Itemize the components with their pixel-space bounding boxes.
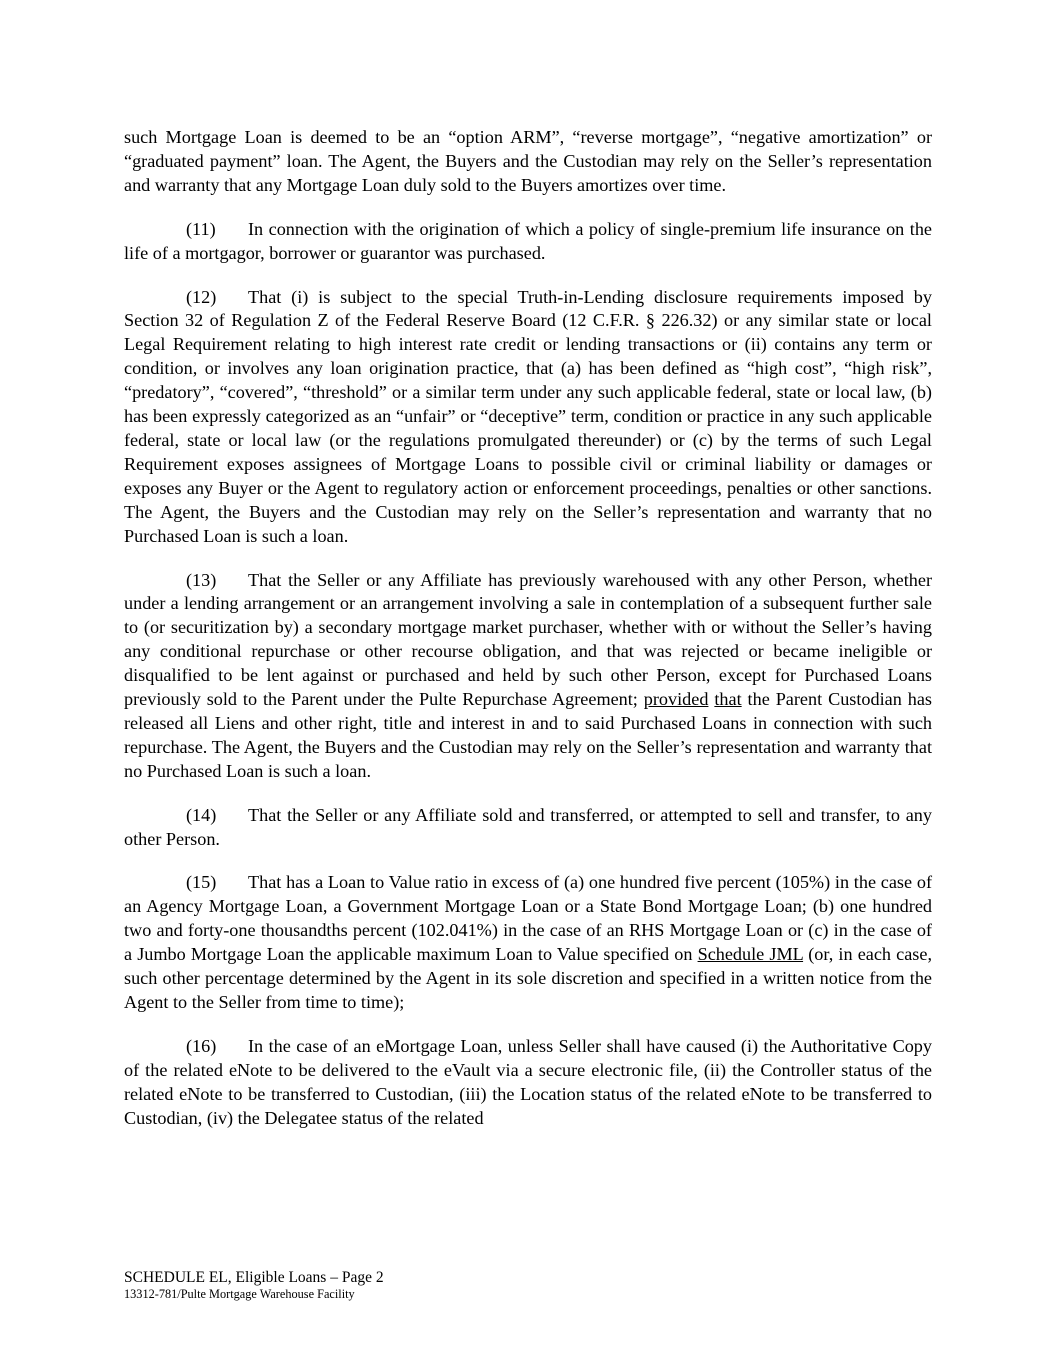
paragraph-item-14 bbox=[124, 804, 932, 852]
item-text: That the Seller or any Affiliate sold and transferred, or attempted to sell and transfer, to any other Person. bbox=[124, 804, 932, 849]
item-number: (13) bbox=[186, 569, 217, 590]
paragraph-item-16 bbox=[124, 1035, 932, 1131]
item-number: (11) bbox=[186, 218, 216, 239]
item-text-after: the Parent Custodian has released all Liens and other right, title and interest in and to said Purchased Loans in connection with such repurchase. The Agent, the Buyers and the Custodian may rely on the Seller’s representation and warranty that no Purchased Loan is such a loan. bbox=[124, 689, 932, 781]
footer-reference: 13312-781/Pulte Mortgage Warehouse Facility bbox=[124, 1287, 355, 1301]
item-number: (12) bbox=[186, 286, 217, 307]
item-text: That (i) is subject to the special Truth-in-Lending disclosure requirements imposed by Section 32 of Regulation Z of the Federal Reserve Board (12 C.F.R. § 226.32) or any similar state or local Legal Requirement relating to high interest rate credit or lending transactions or (ii) contains any term or condition, or involves any loan origination practice, that (a) has been defined as “high cost”, “high risk”, “predatory”, “covered”, “threshold” or a similar term under any such applicable federal, state or local law, (b) has been expressly categorized as an “unfair” or “deceptive” term, condition or practice in any such applicable federal, state or local law (or the regulations promulgated thereunder) or (c) by the terms of such Legal Requirement exposes assignees of Mortgage Loans to possible civil or criminal liability or damages or exposes any Buyer or the Agent to regulatory action or enforcement proceedings, penalties or other sanctions. The Agent, the Buyers and the Custodian may rely on the Seller’s representation and warranty that no Purchased Loan is such a loan. bbox=[124, 286, 932, 546]
document-body bbox=[124, 126, 932, 1151]
item-number: (14) bbox=[186, 804, 217, 825]
item-number: (16) bbox=[186, 1035, 217, 1056]
underlined-that: that bbox=[714, 689, 742, 710]
paragraph-item-15 bbox=[124, 871, 932, 1014]
paragraph-continuation: such Mortgage Loan is deemed to be an “option ARM”, “reverse mortgage”, “negative amortization” or “graduated payment” loan. The Agent, the Buyers and the Custodian may rely on the Seller’s representation and warranty that any Mortgage Loan duly sold to the Buyers amortizes over time. bbox=[124, 127, 932, 195]
underlined-provided: provided bbox=[643, 689, 709, 710]
item-text-after: (or, in each case, such other percentage determined by the Agent in its sole discretion and specified in a written notice from the Agent to the Seller from time to time); bbox=[124, 944, 932, 1012]
item-text: In the case of an eMortgage Loan, unless Seller shall have caused (i) the Authoritative Copy of the related eNote to be delivered to the eVault via a secure electronic file, (ii) the Controller status of the related eNote to be transferred to Custodian, (iii) the Location status of the related eNote to be transferred to Custodian, (iv) the Delegatee status of the related bbox=[124, 1035, 932, 1128]
item-text-before: That has a Loan to Value ratio in excess of (a) one hundred five percent (105%) in the case of an Agency Mortgage Loan, a Government Mortgage Loan or a State Bond Mortgage Loan; (b) one hundred two and forty-one thousandths percent (102.041%) in the case of an RHS Mortgage Loan or (c) in the case of a Jumbo Mortgage Loan the applicable maximum Loan to Value specified on bbox=[124, 872, 932, 965]
footer-title: SCHEDULE EL, Eligible Loans – Page 2 bbox=[124, 1269, 384, 1286]
item-number: (15) bbox=[186, 872, 217, 893]
page-footer bbox=[124, 1268, 932, 1302]
item-text-before: That the Seller or any Affiliate has previously warehoused with any other Person, whether under a lending arrangement or an arrangement involving a sale in contemplation of a subsequent further sale to (or securitization by) a secondary mortgage market purchaser, whether with or without the Seller’s having any conditional repurchase or other recourse obligation, and that was rejected or became ineligible or disqualified to be lent against or purchased and held by such other Person, except for Purchased Loans previously sold to the Parent under the Pulte Repurchase Agreement; bbox=[124, 569, 932, 710]
underlined-schedule-jml: Schedule JML bbox=[697, 944, 804, 965]
paragraph-item-12 bbox=[124, 286, 932, 549]
item-text: In connection with the origination of which a policy of single-premium life insurance on the life of a mortgagor, borrower or guarantor was purchased. bbox=[124, 218, 932, 263]
paragraph-item-13 bbox=[124, 569, 932, 784]
paragraph-item-11 bbox=[124, 218, 932, 266]
